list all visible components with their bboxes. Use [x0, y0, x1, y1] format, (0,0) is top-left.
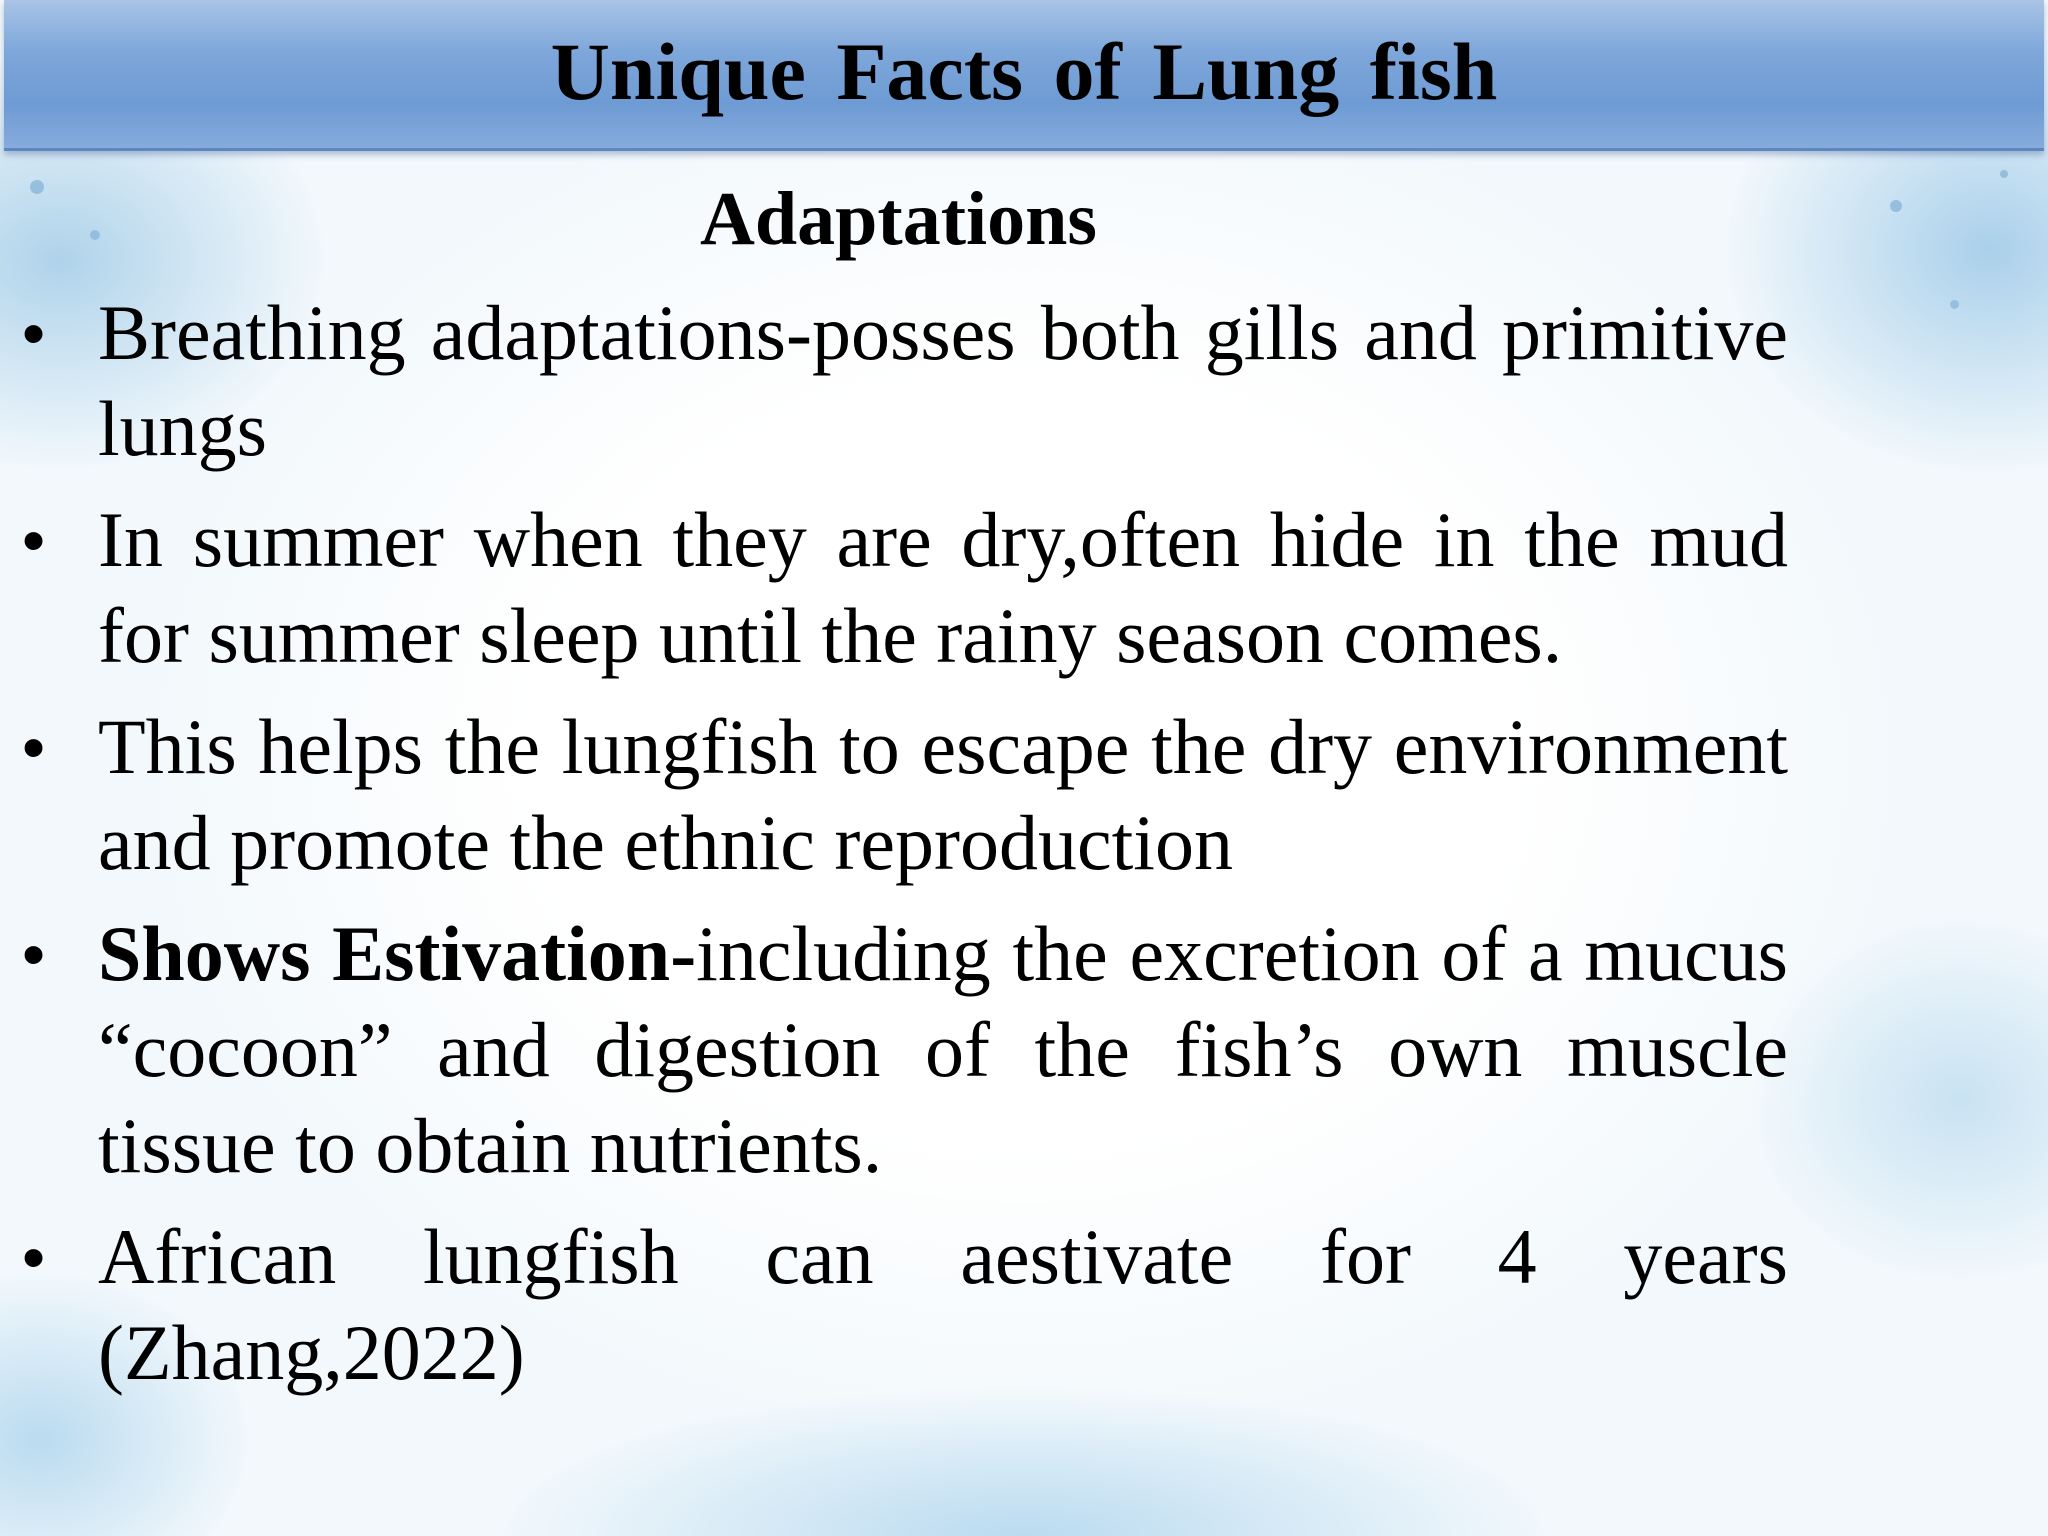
bullet-body: including the excretion of a mucus “cocoon” and digestion of the fish’s own muscle tissue to obtain nutrients. — [98, 910, 1789, 1189]
bullet-icon: • — [22, 503, 46, 577]
bullet-icon: • — [22, 710, 46, 784]
section-heading: Adaptations — [700, 177, 1097, 261]
bullet-text — [98, 285, 1788, 477]
decorative-bubble — [1890, 200, 1902, 212]
slide-title: Unique Facts of Lung fish — [550, 26, 1498, 117]
list-item — [0, 1209, 2048, 1401]
bullet-body: African lungfish can aestivate for 4 years (Zhang,2022) — [98, 1213, 1788, 1396]
bullet-text — [98, 492, 1788, 684]
bullet-body: In summer when they are dry,often hide in the mud for summer sleep until the rainy season comes. — [98, 496, 1788, 679]
decorative-bubble — [30, 180, 44, 194]
list-item — [0, 492, 2048, 684]
list-item — [0, 906, 2048, 1194]
list-item — [0, 699, 2048, 891]
bullet-body: This helps the lungfish to escape the dry environment and promote the ethnic reproduction — [98, 703, 1788, 886]
bullet-text — [98, 906, 1788, 1194]
decorative-bubble — [2000, 170, 2008, 178]
bullet-text — [98, 699, 1788, 891]
bullet-body: Breathing adaptations-posses both gills and primitive lungs — [98, 289, 1788, 472]
bullet-text — [98, 1209, 1788, 1401]
list-item — [0, 285, 2048, 477]
bullet-list — [0, 285, 2048, 1416]
bullet-icon: • — [22, 917, 46, 991]
bullet-icon: • — [22, 296, 46, 370]
bullet-bold-lead: Shows Estivation- — [98, 910, 697, 997]
bullet-icon: • — [22, 1220, 46, 1294]
decorative-bubble — [90, 230, 100, 240]
